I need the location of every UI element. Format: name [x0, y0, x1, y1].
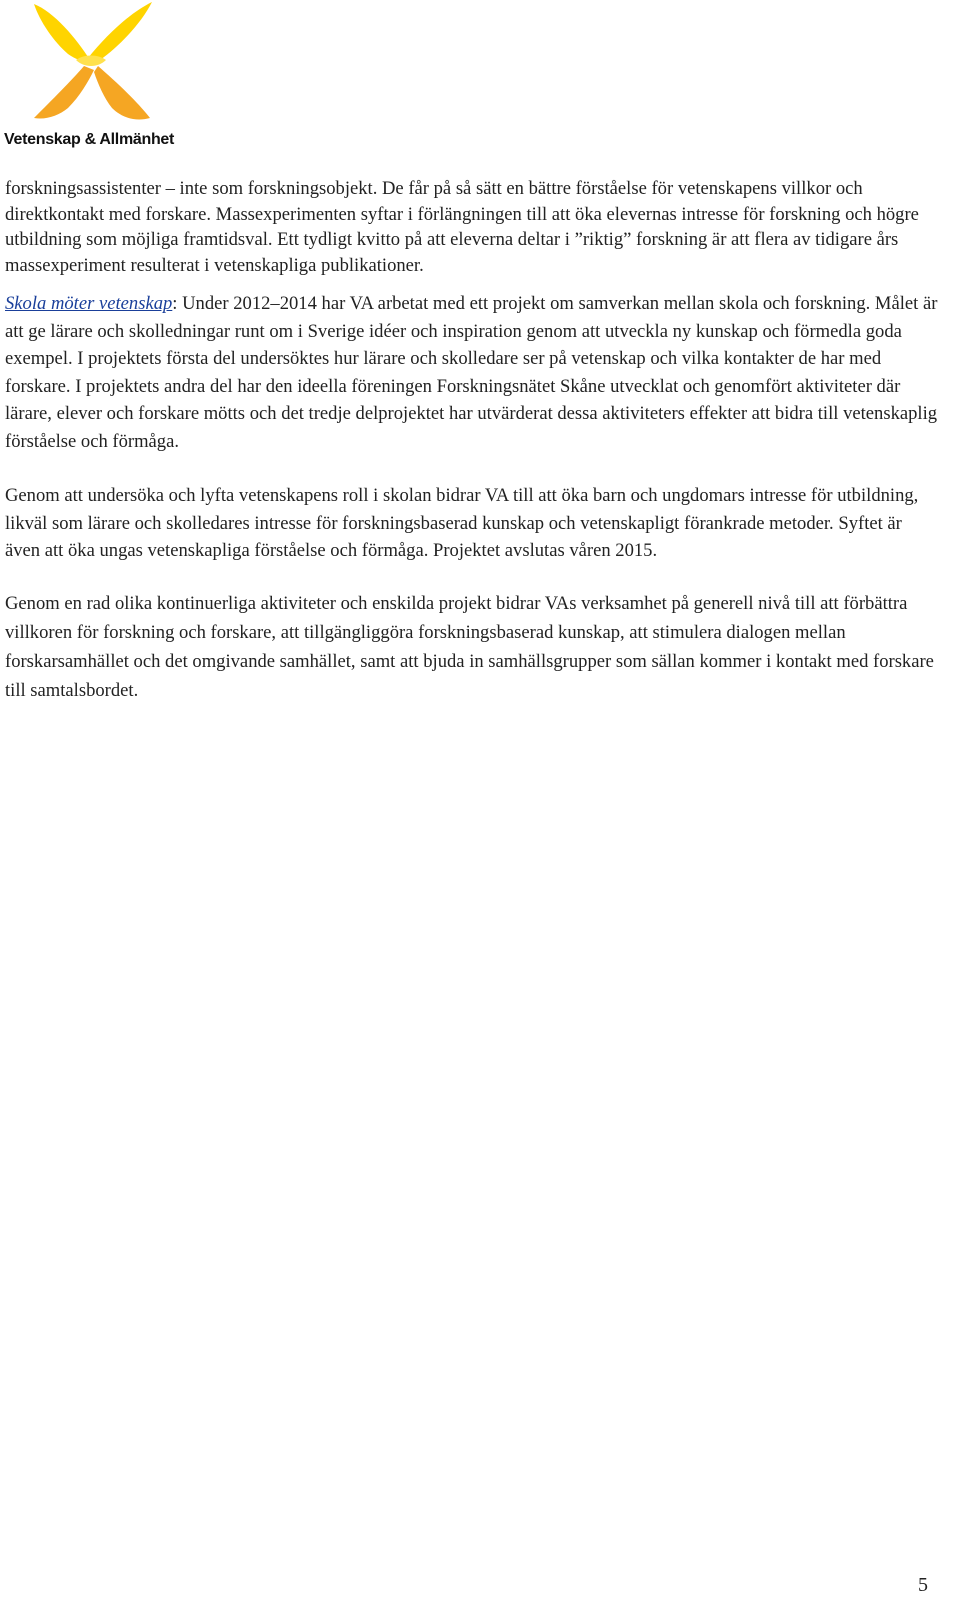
paragraph-skola-moter-vetenskap	[5, 290, 940, 455]
logo-x-mark-icon	[24, 0, 159, 125]
paragraph-colon: :	[172, 293, 178, 314]
paragraph-skola-body: Under 2012–2014 har VA arbetat med ett projekt om samverkan mellan skola och forskning. Målet är att ge lärare och skolledningar runt om i Sverige idéer och inspiration genom att utveckla ny kunskap och förmedla goda exempel. I projektets första del undersöktes hur lärare och skolledare ser på vetenskap och vilka kontakter de har med forskare. I projektets andra del har den ideella föreningen Forskningsnätet Skåne utvecklat och genomfört aktiviteter där lärare, elever och forskare mötts och det tredje delprojektet har utvärderat dessa aktiviteters effekter att bidra till vetenskaplig förståelse och förmåga.	[5, 293, 938, 452]
paragraph-massexperiment: forskningsassistenter – inte som forskningsobjekt. De får på så sätt en bättre förståelse för vetenskapens villkor och direktkontakt med forskare. Massexperimenten syftar i förlängningen till att öka elevernas intresse för forskning och högre utbildning som möjliga framtidsval. Ett tydligt kvitto på att eleverna deltar i ”riktig” forskning är att flera av tidigare års massexperiment resulterat i vetenskapliga publikationer.	[5, 178, 919, 276]
skola-moter-vetenskap-link[interactable]: Skola möter vetenskap	[5, 293, 173, 314]
page-number: 5	[918, 1574, 928, 1596]
document-body	[5, 176, 940, 705]
logo	[2, 0, 192, 160]
paragraph-vetenskapens-roll: Genom att undersöka och lyfta vetenskapens roll i skolan bidrar VA till att öka barn och ungdomars intresse för utbildning, likväl som lärare och skolledares intresse för forskningsbaserad kunskap och vetenskapligt förankrade metoder. Syftet är även att öka ungas vetenskapliga förståelse och förmåga. Projektet avslutas våren 2015.	[5, 485, 919, 561]
paragraph-verksamhet: Genom en rad olika kontinuerliga aktiviteter och enskilda projekt bidrar VAs verksamhet på generell nivå till att förbättra villkoren för forskning och forskare, att tillgängliggöra forskningsbaserad kunskap, att stimulera dialogen mellan forskarsamhället och det omgivande samhället, samt att bjuda in samhällsgrupper som sällan kommer i kontakt med forskare till samtalsbordet.	[5, 592, 934, 701]
logo-text: Vetenskap & Allmänhet	[4, 131, 175, 148]
